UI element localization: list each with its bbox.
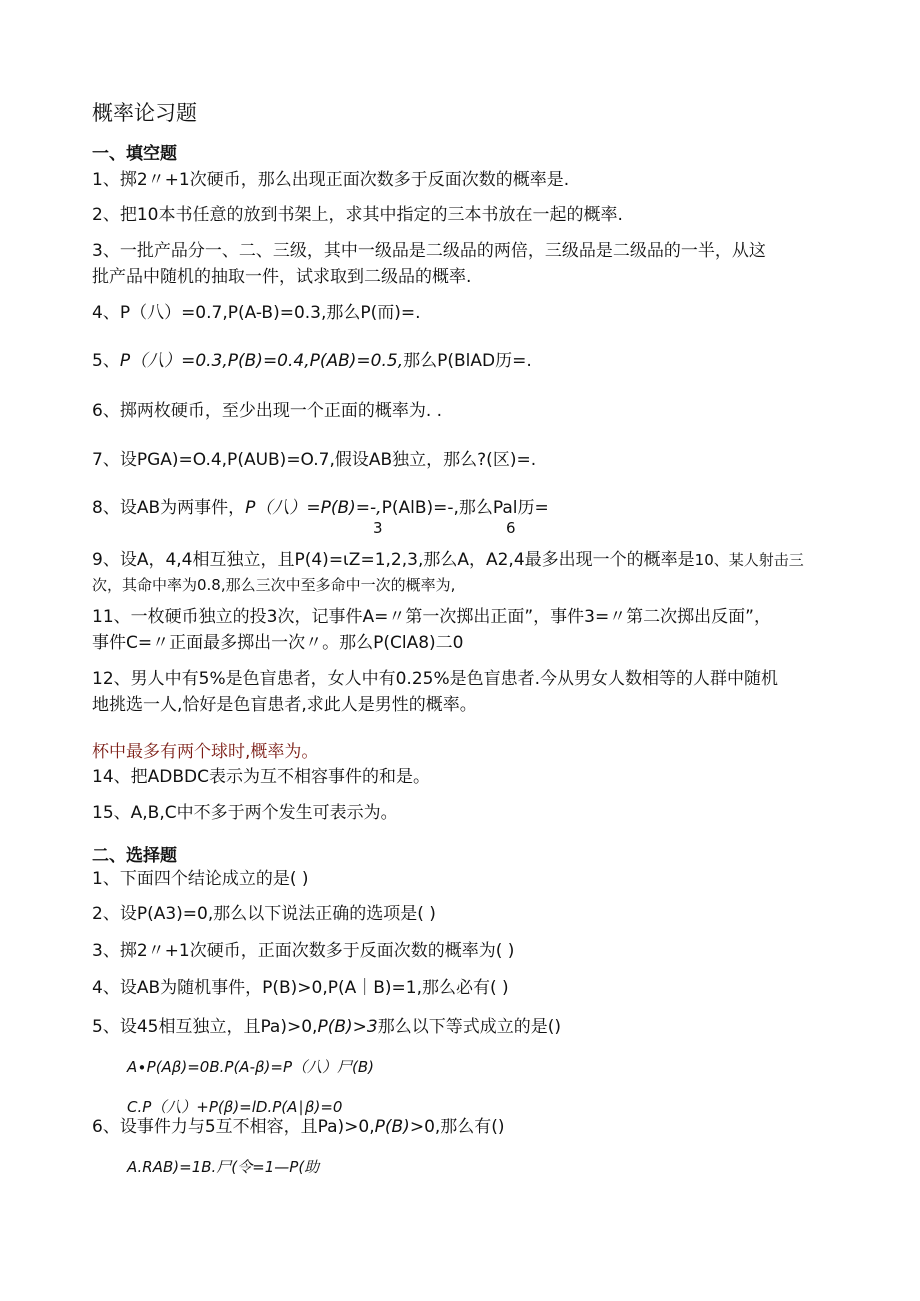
fill-question-8 xyxy=(92,497,549,519)
section-heading-fill-in: 一、填空题 xyxy=(92,144,177,164)
fill-question-10-line-2: 次，其命中率为0.8,那么三次中至多命中一次的概率为, xyxy=(92,576,456,594)
choice-question-5-math: P(B)>3 xyxy=(317,1017,378,1037)
fill-question-4: 4、P（八）=0.7,P(A-B)=0.3,那么P(而)=. xyxy=(92,303,421,323)
fill-question-8-main: 8、设AB为两事件， xyxy=(92,498,246,518)
fill-question-3-line-1: 3、一批产品分一、二、三级，其中一级品是二级品的两倍，三级品是二级品的一半，从这 xyxy=(92,241,766,261)
fill-question-1: 1、掷2〃+1次硬币，那么出现正面次数多于反面次数的概率是. xyxy=(92,170,570,190)
fill-question-14: 14、把ADBDC表示为互不相容事件的和是。 xyxy=(92,767,430,787)
choice-question-6 xyxy=(92,1116,505,1138)
section-heading-choice: 二、选择题 xyxy=(92,846,177,866)
fraction-denominator-6: 6 xyxy=(506,519,516,537)
fill-question-7: 7、设PGA)=O.4,P(AUB)=O.7,假设AB独立，那么?(区)=. xyxy=(92,450,537,470)
choice-question-6-math: P(B) xyxy=(374,1117,410,1137)
fill-question-15: 15、A,B,C中不多于两个发生可表示为。 xyxy=(92,803,398,823)
fill-question-9-main: 9、设A，4,4相互独立，且P(4)=ιZ=1,2,3,那么A，A2,4最多出现一个的概率是 xyxy=(92,550,695,570)
fill-question-11-line-1: 11、一枚硬币独立的投3次，记事件A=〃第一次掷出正面”，事件3=〃第二次掷出反面”， xyxy=(92,607,771,627)
choice-question-5-options-cd: C.P（八）+P(β)=lD.P(A∣β)=0 xyxy=(127,1098,343,1116)
fill-question-12-line-1: 12、男人中有5%是色盲患者，女人中有0.25%是色盲患者.今从男女人数相等的人群中随机 xyxy=(92,669,779,689)
fill-question-9-line-1 xyxy=(92,549,804,571)
fill-question-10-start: 10、某人射击三 xyxy=(694,551,804,569)
fill-question-2: 2、把10本书任意的放到书架上，求其中指定的三本书放在一起的概率. xyxy=(92,205,623,225)
choice-question-4: 4、设AB为随机事件，P(B)>0,P(A｜B)=1,那么必有( ) xyxy=(92,978,509,998)
fill-question-12-line-2: 地挑选一人,恰好是色盲患者,求此人是男性的概率。 xyxy=(92,695,477,715)
page-title: 概率论习题 xyxy=(92,101,197,125)
fill-question-5-suffix: 那么P(BlAD历=. xyxy=(403,351,532,371)
fill-question-6: 6、掷两枚硬币，至少出现一个正面的概率为. . xyxy=(92,401,443,421)
choice-question-3: 3、掷2〃+1次硬币，正面次数多于反面次数的概率为( ) xyxy=(92,941,515,961)
choice-question-5-rest: 那么以下等式成立的是() xyxy=(377,1017,561,1037)
fill-question-5-prefix: 5、 xyxy=(92,351,120,371)
fill-question-8-rest: P(AlB)=-,那么Pal历= xyxy=(381,498,549,518)
choice-question-6-main: 6、设事件力与5互不相容，且Pa)>0, xyxy=(92,1117,375,1137)
choice-question-5-options-ab: A∙P(Aβ)=0B.P(A-β)=P（八）尸(B) xyxy=(127,1058,375,1076)
choice-question-5-main: 5、设45相互独立，且Pa)>0, xyxy=(92,1017,318,1037)
choice-question-1: 1、下面四个结论成立的是( ) xyxy=(92,869,309,889)
fill-question-5-math: P（八）=0.3,P(B)=0.4,P(AB)=0.5, xyxy=(119,351,404,371)
fill-question-5 xyxy=(92,350,532,372)
choice-question-5 xyxy=(92,1016,561,1038)
fraction-denominator-3: 3 xyxy=(373,519,383,537)
choice-question-6-rest: >0,那么有() xyxy=(409,1117,505,1137)
fill-question-8-math: P（八）=P(B)=-, xyxy=(245,498,382,518)
fill-question-11-line-2: 事件C=〃正面最多掷出一次〃。那么P(ClA8)二0 xyxy=(92,633,464,653)
fill-question-3-line-2: 批产品中随机的抽取一件，试求取到二级品的概率. xyxy=(92,267,472,287)
fill-question-13-fragment: 杯中最多有两个球时,概率为。 xyxy=(92,742,319,762)
choice-question-2: 2、设P(A3)=0,那么以下说法正确的选项是( ) xyxy=(92,904,436,924)
choice-question-6-options-ab: A.RAB)=1B.尸(令=1—P(助 xyxy=(127,1158,320,1176)
